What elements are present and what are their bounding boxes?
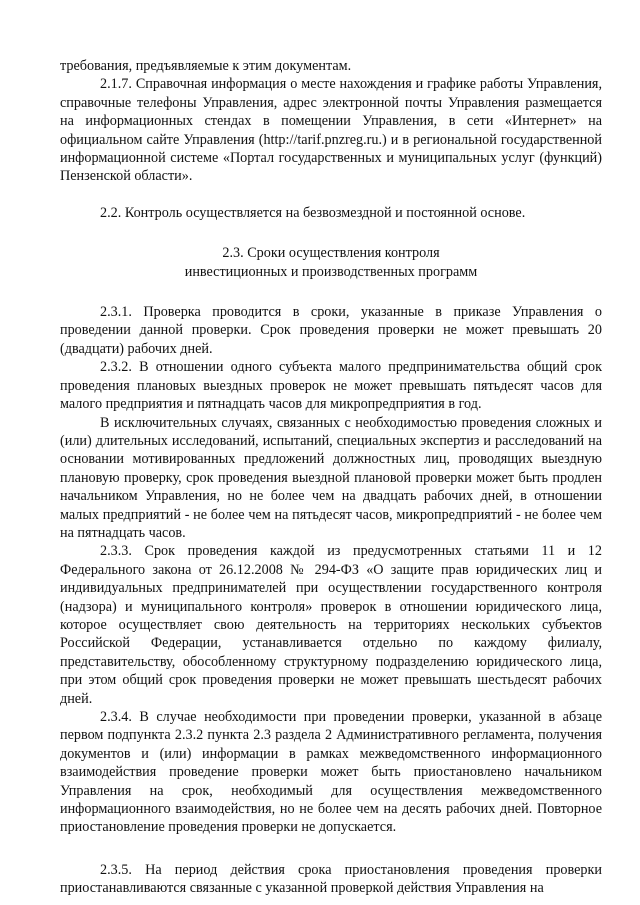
paragraph-intro: требования, предъявляемые к этим документам. (60, 58, 352, 74)
paragraph-exceptional-cases: В исключительных случаях, связанных с необходимостью проведения сложных и (или) длительных исследований, испытаний, специальных экспертиз и расследований на основании мотивированных предложений должностных лиц, проводящих выездную плановую проверку, срок проведения выездной плановой проверки может быть продлен начальником Управления, но не более чем на двадцать рабочих дней, в отношении малых предприятий - не более чем на пятьдесят часов, микропредприятий - не более чем на пятнадцать часов. (60, 414, 602, 541)
paragraph-2-3-1: 2.3.1. Проверка проводится в сроки, указанные в приказе Управления о проведении данной проверки. Срок проведения проверки не может превышать 20 (двадцати) рабочих дней. (60, 304, 602, 357)
paragraph-2-2: 2.2. Контроль осуществляется на безвозмездной и постоянной основе. (100, 204, 526, 221)
section-heading-2-3 (60, 244, 602, 281)
paragraph-2-3-2: 2.3.2. В отношении одного субъекта малого предпринимательства общий срок проведения плановых выездных проверок не может превышать пятьдесят часов для малого предприятия и пятнадцать часов для микропредприятия в год. (60, 359, 602, 413)
section-heading-line-1: 2.3. Сроки осуществления контроля (222, 245, 440, 262)
paragraph-2-3-4: 2.3.4. В случае необходимости при проведении проверки, указанной в абзаце первом подпункта 2.3.2 пункта 2.3 раздела 2 Административного регламента, получения документов и (или) информации в рамках межведомственного информационного взаимодействия проведение проверки может быть приостановлено начальником Управления на срок, необходимый для осуществления межведомственного информационного взаимодействия, но не более чем на десять рабочих дней. Повторное приостановление проведения проверки не допускается. (60, 709, 602, 836)
section-heading-line-2: инвестиционных и производственных программ (184, 263, 478, 280)
paragraph-2-1-7: 2.1.7. Справочная информация о месте нахождения и графике работы Управления, справочные телефоны Управления, адрес электронной почты Управления размещается на информационных стендах в помещении Управления, в сети «Интернет» на официальном сайте Управления (http://tarif.pnzreg.ru.) и в региональной государственной информационной системе «Портал государственных и муниципальных услуг (функций) Пензенской области». (60, 76, 602, 185)
paragraph-2-3-3: 2.3.3. Срок проведения каждой из предусмотренных статьями 11 и 12 Федерального закона от 26.12.2008 № 294-ФЗ «О защите прав юридических лиц и индивидуальных предпринимателей при осуществлении государственного контроля (надзора) и муниципального контроля» проверок в отношении юридического лица, которое осуществляет свою деятельность на территориях нескольких субъектов Российской Федерации, устанавливается отдельно по каждому филиалу, представительству, обособленному структурному подразделению юридического лица, при этом общий срок проведения проверки не может превышать шестьдесят рабочих дней. (60, 543, 602, 707)
paragraph-2-3-5: 2.3.5. На период действия срока приостановления проведения проверки приостанавливаются связанные с указанной проверкой действия Управления на (60, 861, 602, 897)
